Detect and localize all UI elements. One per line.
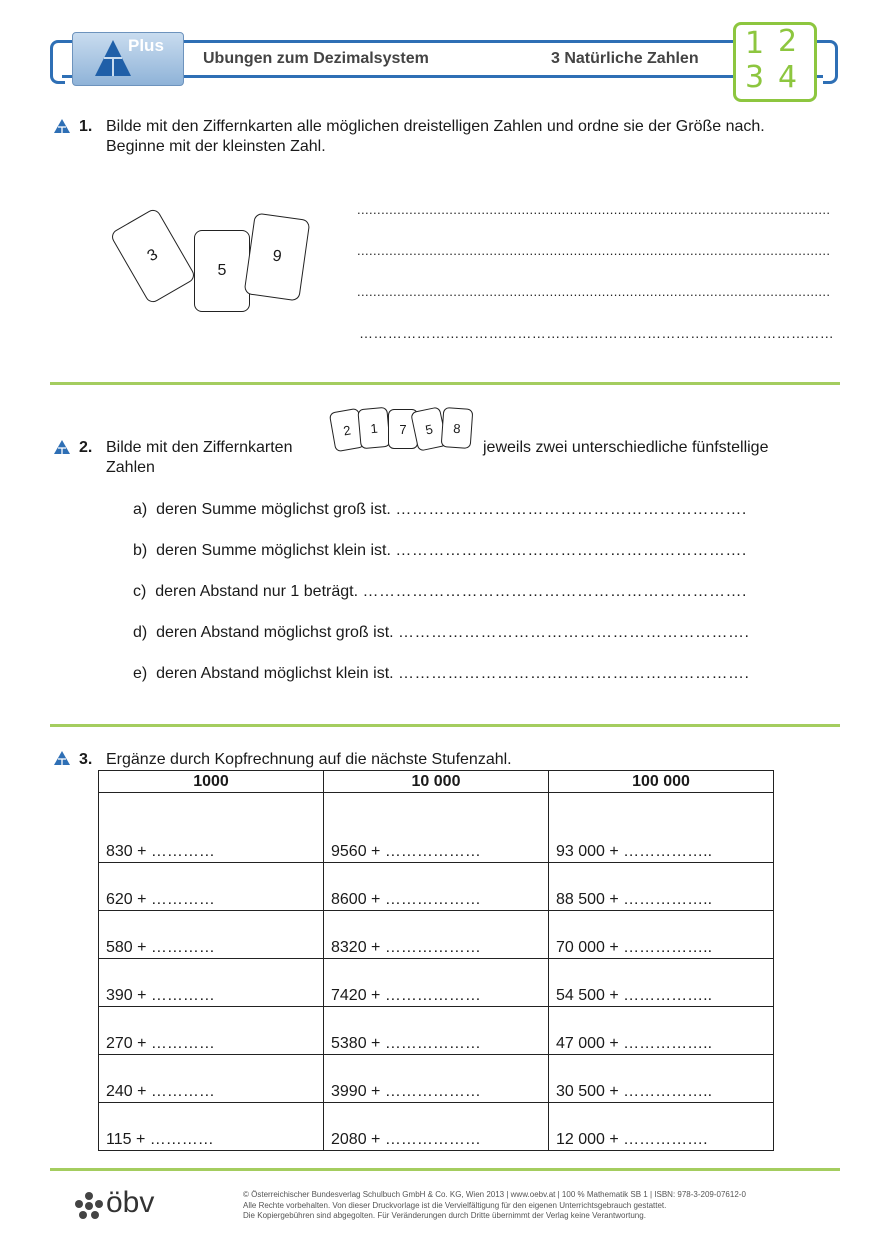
table-cell: 270 + ………… [99, 1007, 324, 1055]
digit-card-small: 8 [441, 407, 474, 449]
task-1-number: 1. [79, 118, 93, 135]
table-cell: 9560 + ……………… [324, 793, 549, 863]
answer-line: ……………………………………………………………………………………… [359, 325, 835, 341]
table-header-row [99, 771, 774, 793]
publisher-logo: öbv [106, 1186, 155, 1219]
header-line-bottom [183, 75, 733, 78]
badge-digit-1: 1 [745, 26, 765, 61]
answer-line: ...................................................................................................................... [357, 284, 831, 299]
task-1-text-line1: Bilde mit den Ziffernkarten alle möglichen dreistelligen Zahlen und ordne sie der Größe nach. [106, 118, 765, 135]
table-header: 100 000 [549, 771, 774, 793]
header-bracket-right [823, 40, 838, 84]
publisher-star-icon [74, 1191, 104, 1219]
badge-digit-2: 2 [778, 24, 798, 59]
table-cell: 7420 + ……………… [324, 959, 549, 1007]
subtask-text: deren Abstand möglichst klein ist. [156, 665, 394, 682]
subtask-label: e) [133, 665, 148, 682]
table-cell: 5380 + ……………… [324, 1007, 549, 1055]
subtask-item: a) deren Summe möglichst groß ist. ………………………………………………………. [133, 501, 747, 518]
copyright-line: Alle Rechte vorbehalten. Von dieser Druckvorlage ist die Vervielfältigung für den eigenen Unterrichtsgebrauch gestattet. [243, 1201, 667, 1210]
digit-card-small: 1 [357, 407, 390, 449]
header-line-left-top [62, 40, 72, 43]
subtask-item: e) deren Abstand möglichst klein ist. ………………………………………………………. [133, 665, 750, 682]
table-cell: 3990 + ……………… [324, 1055, 549, 1103]
task-2-text-line2: Zahlen [106, 459, 155, 476]
subtask-item: d) deren Abstand möglichst groß ist. ………………………………………………………. [133, 624, 750, 641]
difficulty-icon [53, 118, 71, 134]
table-cell: 240 + ………… [99, 1055, 324, 1103]
section-divider [50, 382, 840, 385]
table-cell: 2080 + ……………… [324, 1103, 549, 1151]
subtask-text: deren Summe möglichst klein ist. [156, 542, 391, 559]
subtask-label: b) [133, 542, 148, 559]
table-cell: 830 + ………… [99, 793, 324, 863]
difficulty-icon [53, 750, 71, 766]
table-cell: 390 + ………… [99, 959, 324, 1007]
table-cell: 93 000 + …………….. [549, 793, 774, 863]
subtask-text: deren Abstand möglichst groß ist. [156, 624, 394, 641]
table-cell: 88 500 + …………….. [549, 863, 774, 911]
subtask-label: c) [133, 583, 147, 600]
subtask-text: deren Summe möglichst groß ist. [156, 501, 391, 518]
task-2-text-after: jeweils zwei unterschiedliche fünfstellige [483, 439, 769, 456]
plus-logo [72, 32, 184, 86]
task-2-text-before: Bilde mit den Ziffernkarten [106, 439, 293, 456]
table-row [99, 1007, 774, 1055]
task-2-number: 2. [79, 439, 93, 456]
table-row [99, 863, 774, 911]
table-cell: 70 000 + …………….. [549, 911, 774, 959]
table-row [99, 793, 774, 863]
task-1-text-line2: Beginne mit der kleinsten Zahl. [106, 138, 326, 155]
subtask-label: d) [133, 624, 148, 641]
logo-text: Plus [128, 36, 164, 55]
digit-card-small: 7 [388, 409, 418, 449]
table-row [99, 1055, 774, 1103]
subtask-item: b) deren Summe möglichst klein ist. ………………………………………………………. [133, 542, 747, 559]
copyright-line: © Österreichischer Bundesverlag Schulbuch GmbH & Co. KG, Wien 2013 | www.oebv.at | 100 % Mathematik SB 1 | ISBN: 978-3-209-07612-0 [243, 1190, 746, 1199]
subtask-item: c) deren Abstand nur 1 beträgt. ……………………………………………………………. [133, 583, 747, 600]
number-badge [733, 22, 817, 102]
digit-card: 5 [194, 230, 250, 312]
table-cell: 12 000 + ……………. [549, 1103, 774, 1151]
chapter-title: 3 Natürliche Zahlen [551, 50, 699, 67]
exercise-table [98, 770, 774, 1151]
table-cell: 30 500 + …………….. [549, 1055, 774, 1103]
header-line-top [183, 40, 733, 43]
table-cell: 54 500 + …………….. [549, 959, 774, 1007]
table-row [99, 911, 774, 959]
badge-digit-4: 4 [778, 60, 798, 95]
table-cell: 620 + ………… [99, 863, 324, 911]
table-cell: 47 000 + …………….. [549, 1007, 774, 1055]
digit-card-small: 5 [410, 406, 448, 451]
table-cell: 8320 + ……………… [324, 911, 549, 959]
table-cell: 115 + ………… [99, 1103, 324, 1151]
copyright-line: Die Kopiergebühren sind abgegolten. Für Veränderungen durch Dritte übernimmt der Verlag keine Verantwortung. [243, 1211, 646, 1220]
task-3-number: 3. [79, 751, 93, 768]
table-row [99, 959, 774, 1007]
digit-card-small: 2 [329, 408, 365, 453]
answer-line: ...................................................................................................................... [357, 202, 831, 217]
header-line-left-bottom [62, 75, 72, 78]
page-title: Ubungen zum Dezimalsystem [203, 50, 429, 67]
digit-card: 9 [244, 213, 311, 302]
table-header: 1000 [99, 771, 324, 793]
task-3-text: Ergänze durch Kopfrechnung auf die nächste Stufenzahl. [106, 751, 512, 768]
table-header: 10 000 [324, 771, 549, 793]
answer-line: ...................................................................................................................... [357, 243, 831, 258]
difficulty-icon [53, 439, 71, 455]
section-divider [50, 1168, 840, 1171]
section-divider [50, 724, 840, 727]
badge-digit-3: 3 [745, 60, 765, 95]
table-cell: 580 + ………… [99, 911, 324, 959]
digit-card: 3 [109, 207, 197, 305]
subtask-text: deren Abstand nur 1 beträgt. [155, 583, 359, 600]
table-cell: 8600 + ……………… [324, 863, 549, 911]
table-row [99, 1103, 774, 1151]
subtask-label: a) [133, 501, 148, 518]
